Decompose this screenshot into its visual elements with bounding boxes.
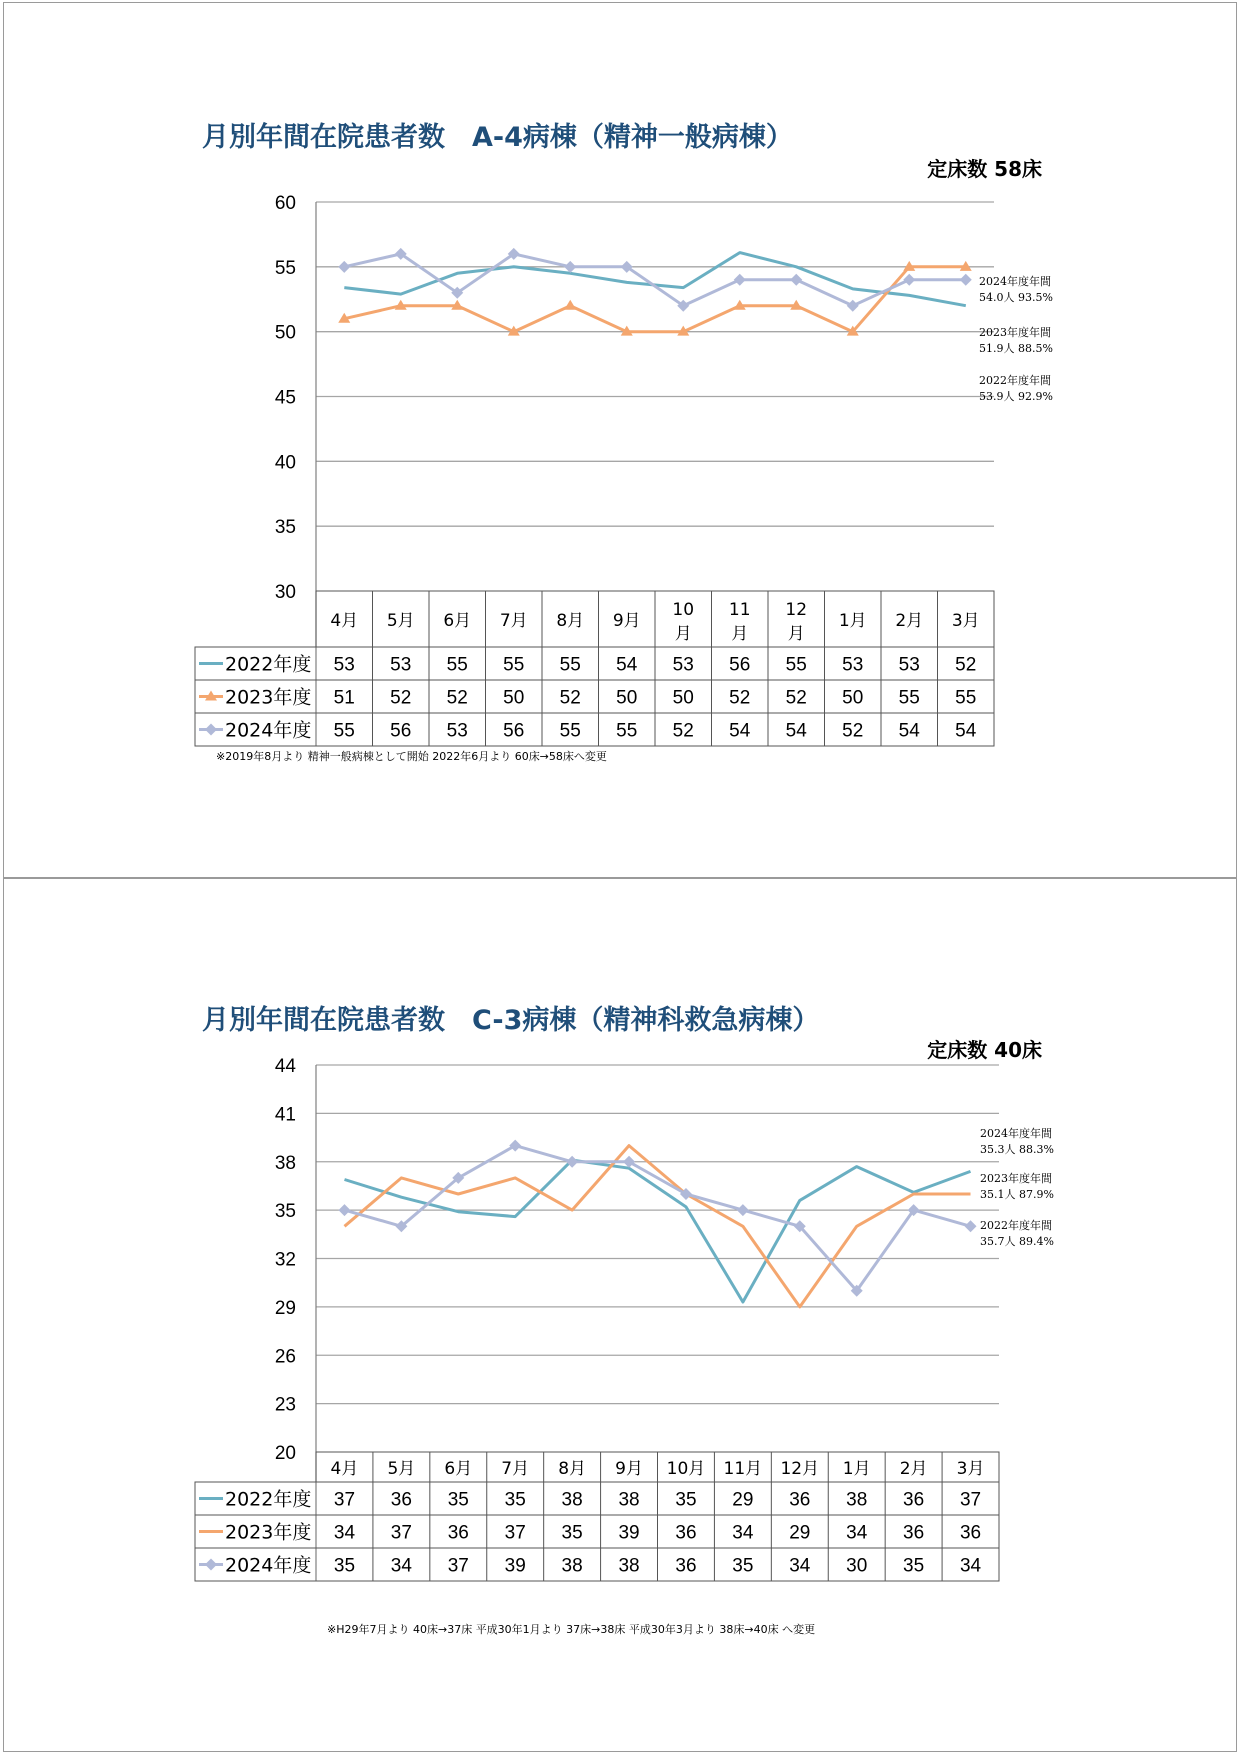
- footnote: ※H29年7月より 40床→37床 平成30年1月より 37床→38床 平成30年3月より 38床→40床 へ変更: [327, 1623, 816, 1636]
- legend-label: 2024年度: [225, 1554, 312, 1577]
- y-tick-label: 41: [274, 1104, 296, 1126]
- table-cell: 34: [732, 1522, 754, 1544]
- y-tick-label: 32: [274, 1249, 296, 1271]
- legend-label: 2023年度: [225, 1521, 312, 1544]
- annual-summary-value: 51.9人 88.5%: [979, 342, 1053, 355]
- table-cell: 29: [732, 1489, 754, 1511]
- table-cell: 54: [785, 720, 807, 742]
- table-cell: 36: [903, 1522, 925, 1544]
- table-cell: 35: [732, 1555, 754, 1577]
- data-point: [338, 261, 350, 273]
- table-cell: 54: [898, 720, 920, 742]
- table-cell: 52: [785, 687, 807, 709]
- chart-c3-ward: [4, 879, 1236, 1751]
- series-line-2022年度: [345, 1160, 971, 1302]
- table-cell: 55: [446, 654, 468, 676]
- data-point: [509, 1140, 521, 1152]
- table-cell: 35: [561, 1522, 583, 1544]
- y-tick-label: 35: [274, 1201, 296, 1223]
- x-tick-label: 月: [731, 624, 749, 644]
- table-cell: 30: [846, 1555, 868, 1577]
- legend-label: 2022年度: [225, 1488, 312, 1511]
- table-cell: 35: [675, 1489, 697, 1511]
- series-line-2024年度: [345, 1146, 971, 1291]
- x-tick-label: 5月: [387, 1459, 416, 1479]
- table-cell: 37: [333, 1489, 356, 1511]
- data-point: [903, 274, 915, 286]
- table-cell: 38: [618, 1489, 640, 1511]
- page-c3-ward: [3, 878, 1237, 1752]
- x-tick-label: 5月: [386, 611, 415, 631]
- x-tick-label: 11月: [723, 1459, 763, 1479]
- table-cell: 50: [672, 687, 694, 709]
- table-cell: 56: [503, 720, 525, 742]
- annual-summary-label: 2023年度年間: [980, 1172, 1052, 1185]
- y-tick-label: 45: [274, 387, 296, 409]
- table-cell: 37: [390, 1522, 412, 1544]
- table-cell: 35: [504, 1489, 526, 1511]
- table-cell: 55: [559, 720, 581, 742]
- x-tick-label: 2月: [899, 1459, 928, 1479]
- table-cell: 34: [789, 1555, 811, 1577]
- table-cell: 36: [447, 1522, 469, 1544]
- x-tick-label: 2月: [895, 611, 924, 631]
- table-cell: 35: [447, 1489, 469, 1511]
- annual-summary-label: 2022年度年間: [979, 374, 1051, 387]
- table-cell: 34: [333, 1522, 356, 1544]
- table-cell: 55: [333, 720, 355, 742]
- data-point: [965, 1220, 977, 1232]
- legend-marker: [205, 1559, 217, 1571]
- table-cell: 55: [955, 687, 977, 709]
- x-tick-label: 月: [674, 624, 692, 644]
- footnote: ※2019年8月より 精神一般病棟として開始 2022年6月より 60床→58床へ変更: [216, 750, 607, 763]
- table-cell: 38: [561, 1489, 583, 1511]
- x-tick-label: 月: [787, 624, 805, 644]
- beds-label: 定床数 58床: [927, 157, 1042, 181]
- table-cell: 52: [390, 687, 412, 709]
- data-point: [847, 300, 859, 312]
- y-tick-label: 30: [274, 582, 296, 603]
- table-cell: 34: [390, 1555, 412, 1577]
- data-point: [623, 1156, 635, 1168]
- table-cell: 50: [616, 687, 638, 709]
- data-point: [734, 274, 746, 286]
- data-point: [960, 274, 972, 286]
- y-tick-label: 38: [274, 1152, 296, 1174]
- table-cell: 36: [789, 1489, 811, 1511]
- table-cell: 55: [785, 654, 807, 676]
- y-tick-label: 29: [274, 1297, 296, 1319]
- table-cell: 50: [503, 687, 525, 709]
- y-tick-label: 35: [274, 517, 296, 539]
- series-line-2023年度: [344, 267, 966, 332]
- data-point: [338, 1204, 350, 1216]
- x-tick-label: 9月: [612, 611, 641, 631]
- x-tick-label: 3月: [951, 611, 980, 631]
- annual-summary-label: 2024年度年間: [979, 275, 1051, 288]
- table-cell: 55: [503, 654, 525, 676]
- table-cell: 52: [955, 654, 977, 676]
- table-cell: 53: [333, 654, 355, 676]
- table-cell: 53: [842, 654, 864, 676]
- x-tick-label: 1月: [842, 1459, 871, 1479]
- table-cell: 50: [842, 687, 864, 709]
- x-tick-label: 7月: [499, 611, 528, 631]
- x-tick-label: 6月: [444, 1459, 473, 1479]
- table-cell: 52: [672, 720, 694, 742]
- y-tick-label: 55: [274, 257, 296, 279]
- data-point: [790, 274, 802, 286]
- data-point: [737, 1204, 749, 1216]
- annual-summary-label: 2022年度年間: [980, 1219, 1052, 1232]
- x-tick-label: 6月: [443, 611, 472, 631]
- beds-label: 定床数 40床: [927, 1038, 1042, 1062]
- chart-a4-ward: [4, 3, 1236, 877]
- x-tick-label: 8月: [556, 611, 585, 631]
- table-cell: 36: [959, 1522, 982, 1544]
- table-cell: 37: [447, 1555, 469, 1577]
- table-cell: 39: [504, 1555, 526, 1577]
- y-tick-label: 26: [274, 1346, 296, 1368]
- x-tick-label: 1月: [838, 611, 867, 631]
- y-tick-label: 60: [274, 193, 296, 214]
- table-cell: 38: [561, 1555, 583, 1577]
- y-tick-label: 23: [274, 1394, 296, 1416]
- table-cell: 37: [959, 1489, 982, 1511]
- x-tick-label: 4月: [330, 611, 359, 631]
- table-cell: 39: [618, 1522, 640, 1544]
- table-cell: 35: [903, 1555, 925, 1577]
- chart-title: 月別年間在院患者数 C-3病棟（精神科救急病棟）: [202, 1005, 820, 1036]
- y-tick-label: 40: [274, 452, 296, 474]
- table-cell: 52: [446, 687, 468, 709]
- table-cell: 34: [846, 1522, 868, 1544]
- x-tick-label: 7月: [501, 1459, 530, 1479]
- table-cell: 54: [616, 654, 638, 676]
- legend-label: 2024年度: [225, 719, 312, 742]
- table-cell: 55: [898, 687, 920, 709]
- annual-summary-value: 35.7人 89.4%: [980, 1235, 1054, 1248]
- table-cell: 36: [903, 1489, 925, 1511]
- series-line-2023年度: [345, 1146, 971, 1307]
- table-cell: 55: [616, 720, 638, 742]
- page-a4-ward: [3, 2, 1237, 878]
- annual-summary-label: 2024年度年間: [980, 1127, 1052, 1140]
- annual-summary-value: 54.0人 93.5%: [979, 291, 1053, 304]
- table-cell: 53: [672, 654, 694, 676]
- table-cell: 37: [504, 1522, 526, 1544]
- x-tick-label: 9月: [615, 1459, 643, 1479]
- table-cell: 52: [842, 720, 864, 742]
- table-cell: 55: [559, 654, 581, 676]
- table-cell: 53: [446, 720, 468, 742]
- legend-label: 2022年度: [225, 653, 312, 676]
- table-cell: 54: [729, 720, 751, 742]
- table-cell: 56: [390, 720, 412, 742]
- table-cell: 56: [729, 654, 751, 676]
- table-cell: 53: [390, 654, 412, 676]
- table-cell: 36: [675, 1522, 697, 1544]
- table-cell: 35: [333, 1555, 356, 1577]
- y-tick-label: 44: [274, 1056, 296, 1077]
- table-cell: 51: [333, 687, 355, 709]
- annual-summary-value: 35.1人 87.9%: [980, 1188, 1054, 1201]
- data-point: [564, 300, 576, 310]
- x-tick-label: 12: [785, 600, 808, 620]
- table-cell: 36: [390, 1489, 412, 1511]
- series-line-2024年度: [344, 254, 966, 306]
- y-tick-label: 20: [274, 1443, 296, 1464]
- chart-title: 月別年間在院患者数 A-4病棟（精神一般病棟）: [202, 122, 793, 153]
- x-tick-label: 8月: [558, 1459, 587, 1479]
- annual-summary-value: 53.9人 92.9%: [979, 390, 1053, 403]
- x-tick-label: 3月: [956, 1459, 985, 1479]
- x-tick-label: 12月: [780, 1459, 820, 1479]
- table-cell: 29: [789, 1522, 811, 1544]
- y-tick-label: 50: [274, 322, 296, 344]
- legend-label: 2023年度: [225, 686, 312, 709]
- x-tick-label: 10月: [666, 1459, 706, 1479]
- x-tick-label: 4月: [330, 1459, 359, 1479]
- x-tick-label: 11: [728, 600, 751, 620]
- table-cell: 53: [898, 654, 920, 676]
- data-table: [195, 647, 994, 746]
- annual-summary-value: 35.3人 88.3%: [980, 1143, 1054, 1156]
- table-cell: 38: [846, 1489, 868, 1511]
- table-cell: 52: [729, 687, 751, 709]
- table-cell: 36: [675, 1555, 697, 1577]
- annual-summary-label: 2023年度年間: [979, 326, 1051, 339]
- table-cell: 34: [959, 1555, 982, 1577]
- data-point: [564, 261, 576, 273]
- table-cell: 38: [618, 1555, 640, 1577]
- legend-marker: [205, 724, 217, 736]
- x-tick-label: 10: [672, 600, 695, 620]
- table-cell: 52: [559, 687, 581, 709]
- table-cell: 54: [955, 720, 977, 742]
